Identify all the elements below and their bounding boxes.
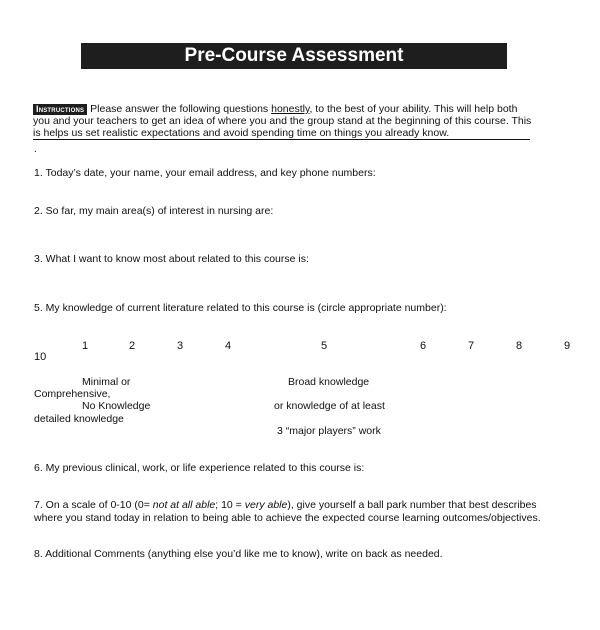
scale-number-1[interactable]: 1 (82, 340, 89, 352)
question-3: 3. What I want to know most about related to this course is: (34, 253, 309, 265)
question-7-mid: ; 10 = (215, 499, 245, 511)
question-8: 8. Additional Comments (anything else you’d like me to know), write on back as needed. (34, 548, 443, 560)
page-title: Pre-Course Assessment (81, 43, 507, 69)
question-7 (34, 499, 554, 525)
scale-label-low-1: Minimal or (82, 376, 131, 388)
question-7-emphasis-1: not at all able (152, 499, 216, 511)
scale-number-2[interactable]: 2 (129, 340, 136, 352)
instructions-label: Instructions (33, 104, 87, 115)
scale-number-9[interactable]: 9 (564, 340, 571, 352)
instructions-text-post: , to the best of your ability. This will help both you and your teachers to get an idea of where you and the group stand at the beginning of this course. This is helps us set realistic expectations and avoid spending time on things you already know. (33, 103, 532, 139)
scale-number-4[interactable]: 4 (225, 340, 232, 352)
question-7-post: ), give yourself a ball park number that best describes where you stand today in relation to being able to achieve the expected course learning outcomes/objectives. (34, 499, 541, 524)
scale-label-low-3: No Knowledge (82, 400, 151, 412)
scale-number-8[interactable]: 8 (516, 340, 523, 352)
instructions-paragraph (33, 103, 533, 139)
instructions-underline-rule (33, 139, 530, 140)
question-7-pre: 7. On a scale of 0-10 (0= (34, 499, 153, 511)
scale-label-mid-1: Broad knowledge (288, 376, 370, 388)
scale-label-low-2: Comprehensive, (34, 388, 111, 400)
question-5: 5. My knowledge of current literature related to this course is (circle appropriate number): (34, 302, 447, 314)
question-7-emphasis-2: very able (244, 499, 288, 511)
instructions-text-underlined: honestly (271, 103, 310, 115)
scale-number-7[interactable]: 7 (468, 340, 475, 352)
question-6: 6. My previous clinical, work, or life experience related to this course is: (34, 462, 365, 474)
instructions-text-pre: Please answer the following questions (90, 103, 272, 115)
scale-number-6[interactable]: 6 (420, 340, 427, 352)
stray-dot: . (34, 144, 37, 155)
question-2: 2. So far, my main area(s) of interest in nursing are: (34, 205, 274, 217)
scale-number-10[interactable]: 10 (34, 351, 47, 363)
scale-number-3[interactable]: 3 (177, 340, 184, 352)
scale-number-5[interactable]: 5 (321, 340, 328, 352)
scale-label-low-4: detailed knowledge (34, 413, 124, 425)
question-1: 1. Today’s date, your name, your email address, and key phone numbers: (34, 167, 376, 179)
scale-label-mid-3: 3 “major players” work (277, 425, 381, 437)
scale-label-mid-2: or knowledge of at least (274, 400, 385, 412)
